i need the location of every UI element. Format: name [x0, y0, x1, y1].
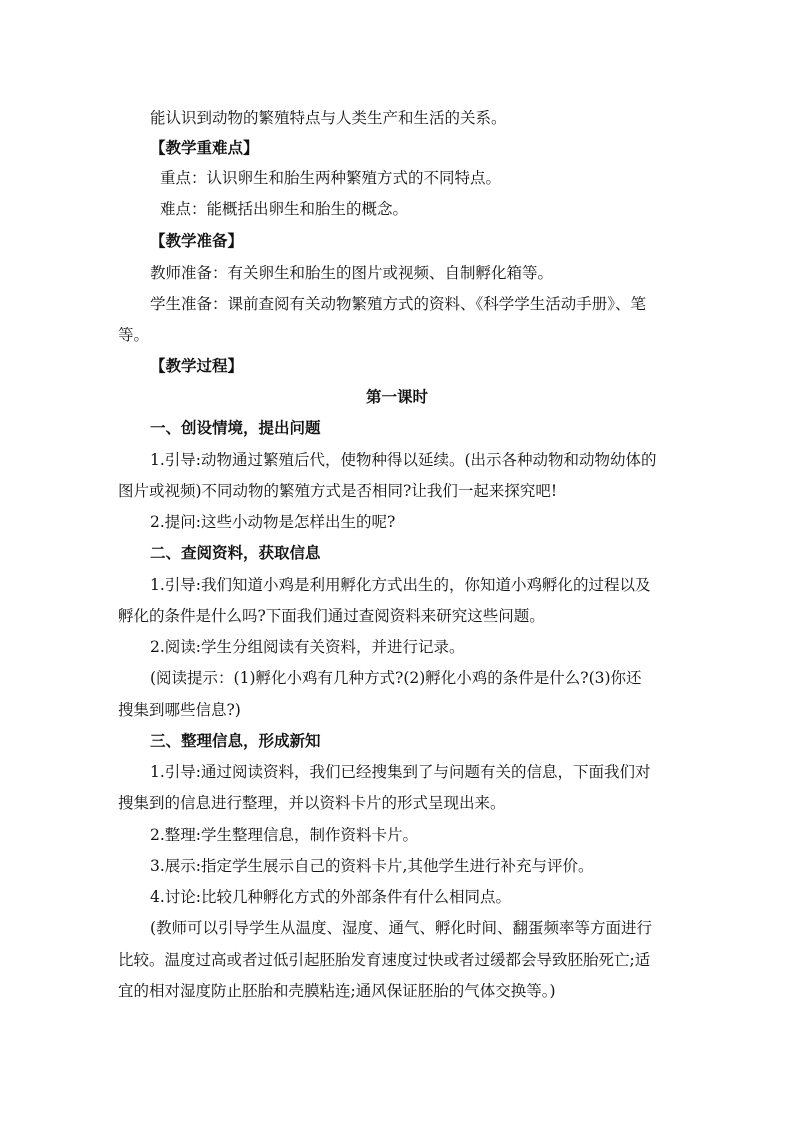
heading-teaching-preparation: 【教学准备】	[150, 231, 244, 250]
section-1-item-1-cont: 图片或视频)不同动物的繁殖方式是否相同?让我们一起来探究吧!	[118, 482, 558, 500]
section-2-item-2: 2.阅读:学生分组阅读有关资料，并进行记录。	[150, 638, 465, 656]
section-2-heading: 二、查阅资料，获取信息	[150, 543, 321, 562]
student-preparation-cont: 等。	[118, 326, 150, 344]
section-3-item-2: 2.整理:学生整理信息，制作资料卡片。	[150, 826, 419, 844]
teacher-note-cont-2: 宜的相对湿度防止胚胎和壳膜粘连;通风保证胚胎的气体交换等。)	[118, 982, 556, 1000]
section-3-heading: 三、整理信息，形成新知	[150, 731, 321, 750]
section-2-item-1-cont: 孵化的条件是什么吗?下面我们通过查阅资料来研究这些问题。	[118, 607, 545, 625]
lesson-title: 第一课时	[365, 387, 428, 406]
section-1-heading: 一、创设情境，提出问题	[150, 418, 321, 437]
section-3-item-3: 3.展示:指定学生展示自己的资料卡片,其他学生进行补充与评价。	[150, 857, 594, 875]
section-1-item-1: 1.引导:动物通过繁殖后代，使物种得以延续。(出示各种动物和动物幼体的	[150, 451, 657, 469]
heading-key-difficult-points: 【教学重难点】	[150, 138, 259, 157]
section-1-item-2: 2.提问:这些小动物是怎样出生的呢?	[150, 513, 396, 531]
section-3-item-4: 4.讨论:比较几种孵化方式的外部条件有什么相同点。	[150, 888, 512, 906]
reading-tips-cont: 搜集到哪些信息?)	[118, 701, 241, 719]
student-preparation-line: 学生准备：课前查阅有关动物繁殖方式的资料、《科学学生活动手册》、笔	[150, 295, 647, 313]
section-3-item-1: 1.引导:通过阅读资料，我们已经搜集到了与问题有关的信息，下面我们对	[150, 763, 651, 781]
key-point-line: 重点：认识卵生和胎生两种繁殖方式的不同特点。	[160, 169, 502, 187]
section-2-item-1: 1.引导:我们知道小鸡是利用孵化方式出生的，你知道小鸡孵化的过程以及	[150, 576, 651, 594]
intro-objective-line: 能认识到动物的繁殖特点与人类生产和生活的关系。	[150, 109, 507, 127]
teacher-note-cont-1: 比较。温度过高或者过低引起胚胎发育速度过快或者过缓都会导致胚胎死亡;适	[118, 951, 651, 969]
teacher-preparation-line: 教师准备：有关卵生和胎生的图片或视频、自制孵化箱等。	[150, 264, 554, 282]
teacher-note-line: (教师可以引导学生从温度、湿度、通气、孵化时间、翻蛋频率等方面进行	[150, 919, 653, 937]
heading-teaching-process: 【教学过程】	[150, 356, 244, 375]
reading-tips-line: (阅读提示：(1)孵化小鸡有几种方式?(2)孵化小鸡的条件是什么?(3)你还	[150, 669, 642, 687]
section-3-item-1-cont: 搜集到的信息进行整理，并以资料卡片的形式呈现出来。	[118, 794, 506, 812]
difficult-point-line: 难点：能概括出卵生和胎生的概念。	[160, 200, 409, 218]
